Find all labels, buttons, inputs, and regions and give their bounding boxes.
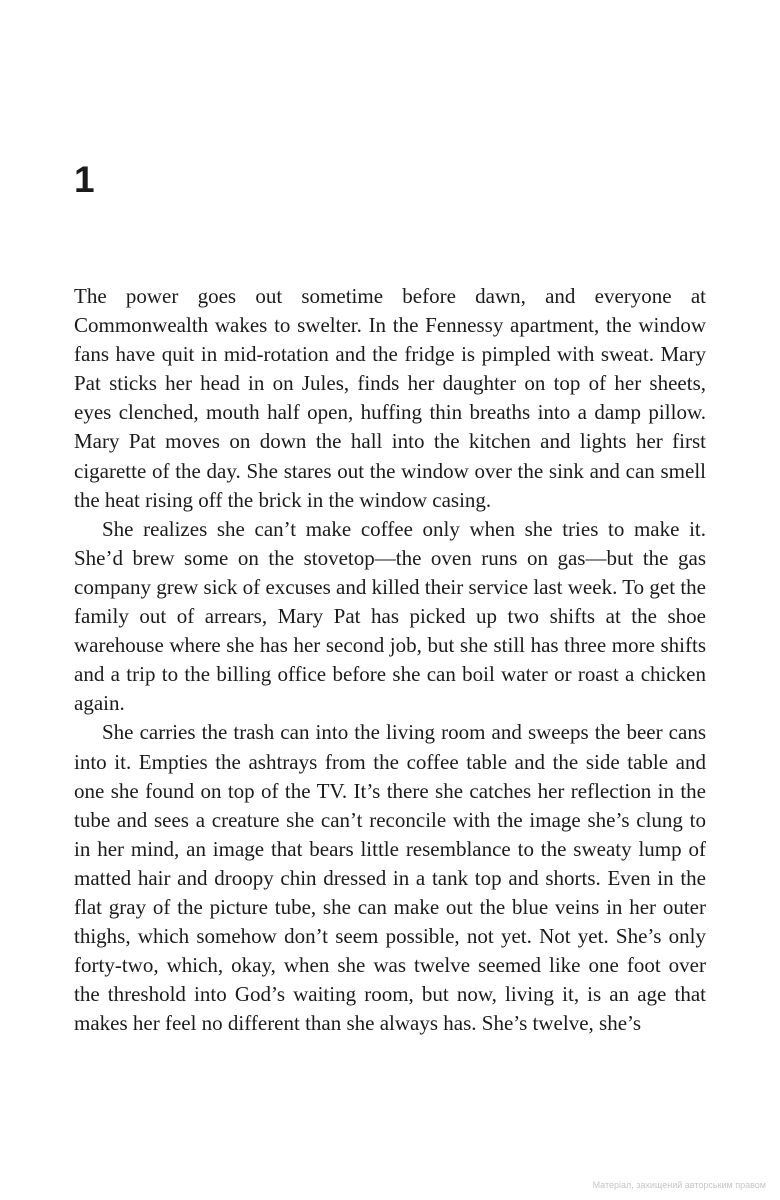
chapter-number: 1: [74, 159, 95, 200]
body-text: [74, 282, 706, 1038]
paragraph-1: The power goes out sometime before dawn, and everyone at Commonwealth wakes to swelter. In the Fennessy apartment, the window fans have quit in mid-rotation and the fridge is pimpled with sweat. Mary Pat sticks her head in on Jules, finds her daughter on top of her sheets, eyes clenched, mouth half open, huffing thin breaths into a damp pillow. Mary Pat moves on down the hall into the kitchen and lights her first cigarette of the day. She stares out the window over the sink and can smell the heat rising off the brick in the window casing.: [74, 284, 706, 512]
copyright-watermark: Матеріал, захищений авторським правом: [592, 1180, 766, 1190]
paragraph-3: She carries the trash can into the living room and sweeps the beer cans into it. Empties the ashtrays from the coffee table and the side table and one she found on top of the TV. It’s there she catches her reflection in the tube and sees a creature she can’t reconcile with the image she’s clung to in her mind, an image that bears little resemblance to the sweaty lump of matted hair and droopy chin dressed in a tank top and shorts. Even in the flat gray of the picture tube, she can make out the blue veins in her outer thighs, which somehow don’t seem possible, not yet. Not yet. She’s only forty-two, which, okay, when she was twelve seemed like one foot over the threshold into God’s waiting room, but now, living it, is an age that makes her feel no different than she always has. She’s twelve, she’s: [74, 720, 706, 1036]
paragraph-2: She realizes she can’t make coffee only when she tries to make it. She’d brew some on the stovetop—the oven runs on gas—but the gas company grew sick of excuses and killed their service last week. To get the family out of arrears, Mary Pat has picked up two shifts at the shoe warehouse where she has her second job, but she still has three more shifts and a trip to the billing office before she can boil water or roast a chicken again.: [74, 516, 706, 716]
